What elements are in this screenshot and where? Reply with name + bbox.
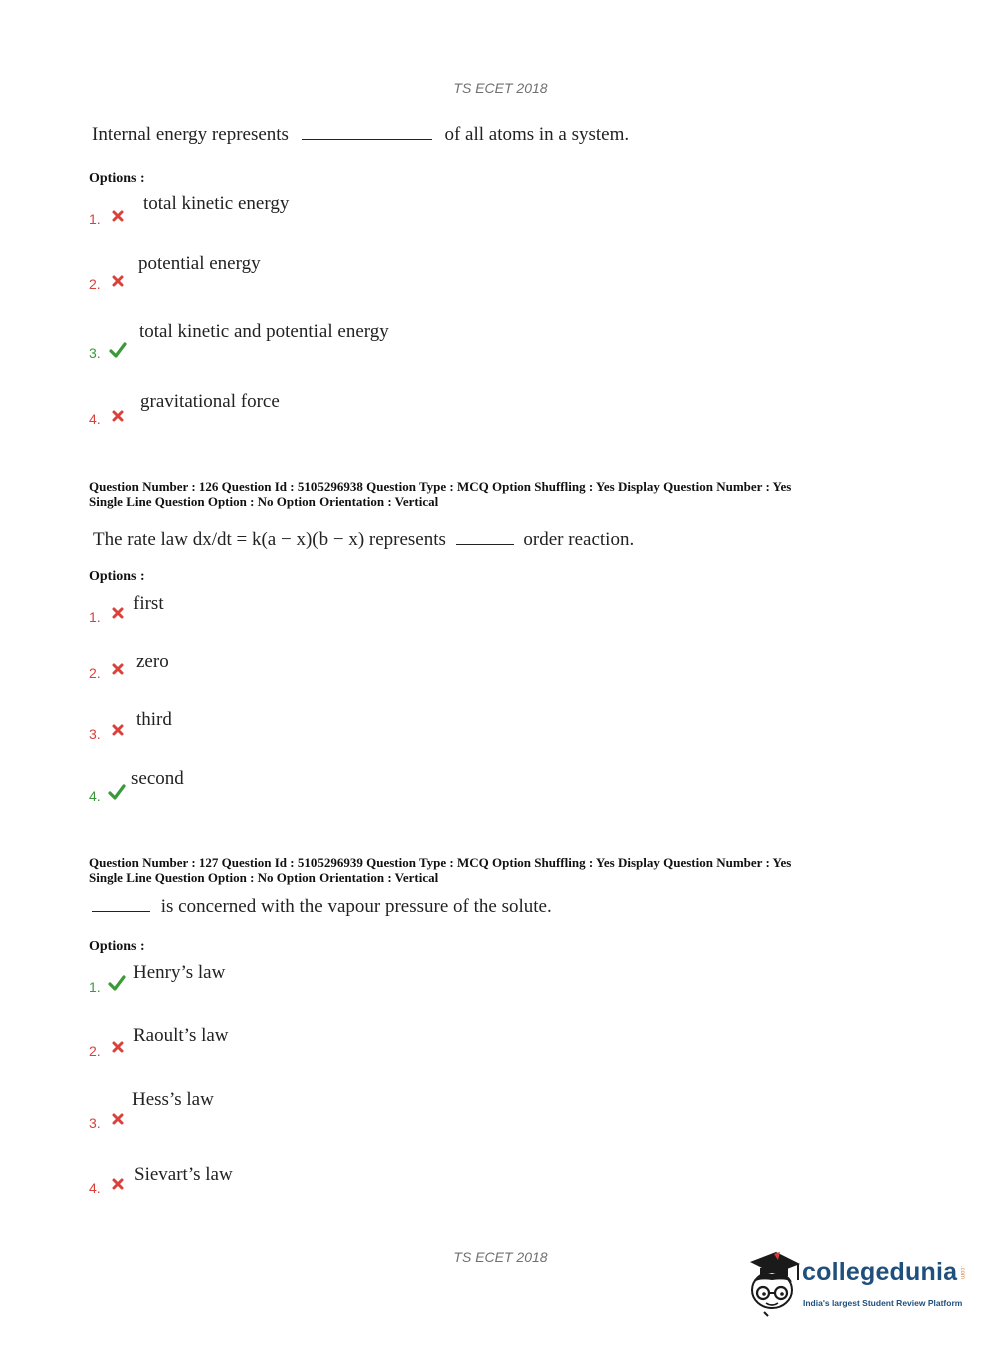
cross-icon xyxy=(111,606,125,620)
cross-icon xyxy=(111,1040,125,1054)
option-text: Henry’s law xyxy=(133,962,226,983)
cross-icon xyxy=(111,409,125,423)
page-header: TS ECET 2018 xyxy=(453,80,548,96)
question-126-meta xyxy=(89,479,909,509)
option-text: gravitational force xyxy=(140,391,280,412)
cross-icon xyxy=(111,1177,125,1191)
option-number: 4. xyxy=(89,411,101,427)
meta-line-2: Single Line Question Option : No Option Orientation : Vertical xyxy=(89,494,439,509)
question-text-after: is concerned with the vapour pressure of the solute. xyxy=(160,896,552,917)
cross-icon xyxy=(111,274,125,288)
option-text: total kinetic energy xyxy=(143,193,290,214)
question-text-after: order reaction. xyxy=(523,529,635,550)
check-icon xyxy=(109,342,127,358)
option-number: 2. xyxy=(89,665,101,681)
answer-blank xyxy=(456,543,514,545)
options-label: Options : xyxy=(89,939,145,954)
logo-suffix: .com xyxy=(959,1266,965,1280)
logo-wordmark: collegedunia xyxy=(802,1258,958,1286)
option-text: potential energy xyxy=(138,253,261,274)
cross-icon xyxy=(111,662,125,676)
option-text: first xyxy=(133,593,164,614)
option-number: 1. xyxy=(89,979,101,995)
option-number: 2. xyxy=(89,1043,101,1059)
options-label: Options : xyxy=(89,569,145,584)
option-text: third xyxy=(136,709,172,730)
option-text: zero xyxy=(136,651,169,672)
meta-line-1: Question Number : 127 Question Id : 5105296939 Question Type : MCQ Option Shuffling : Yes Display Question Number : Yes xyxy=(89,855,792,870)
option-text: Raoult’s law xyxy=(133,1025,229,1046)
question-125-text xyxy=(92,124,629,146)
answer-blank xyxy=(92,910,150,912)
question-127-meta xyxy=(89,855,909,885)
meta-line-2: Single Line Question Option : No Option Orientation : Vertical xyxy=(89,870,439,885)
collegedunia-logo[interactable] xyxy=(742,1248,972,1318)
question-text-before: Internal energy represents xyxy=(92,124,289,145)
option-text: total kinetic and potential energy xyxy=(139,321,389,342)
question-text-after: of all atoms in a system. xyxy=(444,124,630,145)
answer-blank xyxy=(302,138,432,140)
option-number: 4. xyxy=(89,788,101,804)
option-number: 3. xyxy=(89,1115,101,1131)
option-number: 2. xyxy=(89,276,101,292)
option-number: 3. xyxy=(89,726,101,742)
option-number: 3. xyxy=(89,345,101,361)
option-text: Hess’s law xyxy=(132,1089,214,1110)
option-number: 4. xyxy=(89,1180,101,1196)
cross-icon xyxy=(111,723,125,737)
check-icon xyxy=(108,975,126,991)
question-127-text xyxy=(92,896,552,918)
mascot-icon xyxy=(742,1248,802,1318)
options-label: Options : xyxy=(89,171,145,186)
question-text-before: The rate law dx/dt = k(a − x)(b − x) represents xyxy=(93,529,446,550)
logo-tagline: India's largest Student Review Platform xyxy=(803,1298,963,1308)
question-126-text xyxy=(93,529,634,551)
option-text: second xyxy=(131,768,184,789)
cross-icon xyxy=(111,209,125,223)
cross-icon xyxy=(111,1112,125,1126)
option-number: 1. xyxy=(89,211,101,227)
meta-line-1: Question Number : 126 Question Id : 5105296938 Question Type : MCQ Option Shuffling : Yes Display Question Number : Yes xyxy=(89,479,792,494)
check-icon xyxy=(108,784,126,800)
page-footer: TS ECET 2018 xyxy=(453,1249,548,1265)
option-number: 1. xyxy=(89,609,101,625)
option-text: Sievart’s law xyxy=(134,1164,233,1185)
